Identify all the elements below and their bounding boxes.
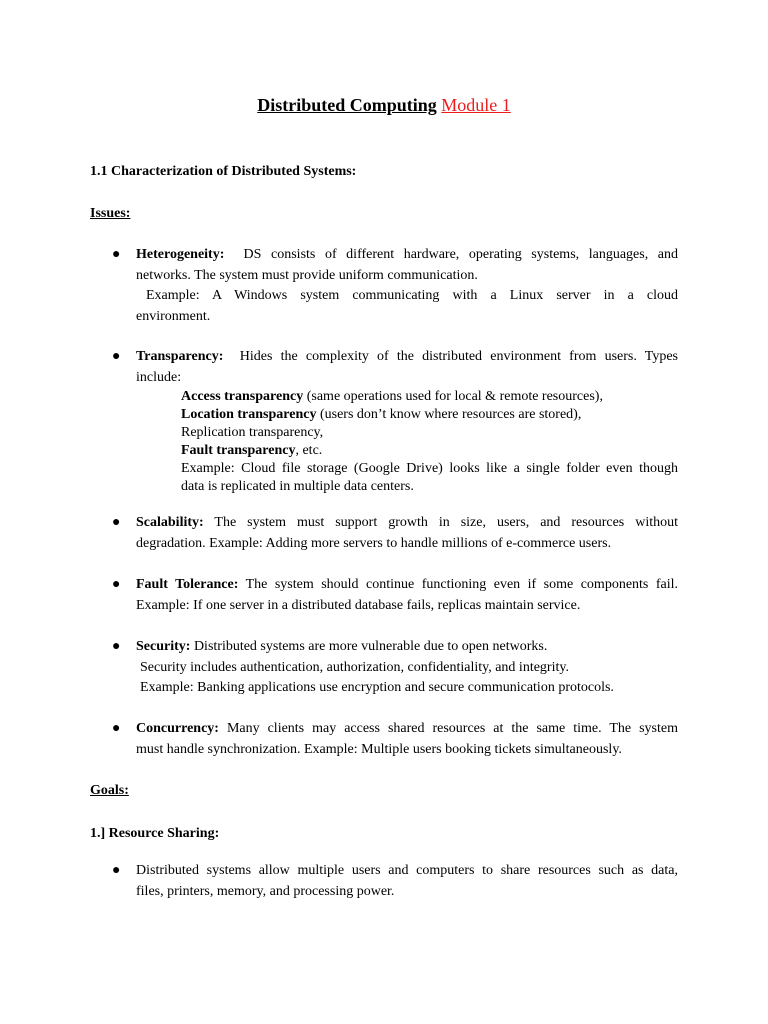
issue-security <box>136 637 678 699</box>
issue-text: Hides the complexity of the distributed environment from users. Types <box>239 349 679 364</box>
goal-resource-sharing <box>136 861 678 902</box>
type-desc: (same operations used for local & remote resources), <box>303 389 603 404</box>
issue-concurrency <box>136 719 678 760</box>
bullet-icon: ● <box>112 639 121 654</box>
issue-term: Heterogeneity: <box>136 247 225 262</box>
section-heading: 1.1 Characterization of Distributed Systems: <box>90 164 357 179</box>
issue-text: Example: If one server in a distributed database fails, replicas maintain service. <box>136 597 581 613</box>
type-desc: , etc. <box>295 443 323 458</box>
bullet-icon: ● <box>112 349 121 364</box>
type-name: Fault transparency <box>181 443 296 458</box>
type-desc: Replication transparency, <box>181 425 324 440</box>
issue-text: Distributed systems are more vulnerable due to open networks. <box>193 639 548 654</box>
issue-text: The system must support growth in size, users, and resources without <box>214 515 679 530</box>
issue-example: Example: Cloud file storage (Google Drive) looks like a single folder even though <box>181 461 678 476</box>
transparency-types <box>136 388 678 496</box>
issue-example: data is replicated in multiple data centers. <box>181 479 414 494</box>
page-title <box>0 94 768 116</box>
goals-heading: Goals: <box>90 783 129 798</box>
type-name: Access transparency <box>181 389 304 404</box>
type-name: Location transparency <box>181 407 317 422</box>
goal1-heading: 1.] Resource Sharing: <box>90 826 220 841</box>
issue-example: environment. <box>136 308 211 324</box>
bullet-icon: ● <box>112 721 121 736</box>
issue-text: Security includes authentication, authorization, confidentiality, and integrity. <box>140 659 569 675</box>
issue-text: include: <box>136 369 182 385</box>
issue-transparency <box>136 347 678 496</box>
issue-term: Fault Tolerance: <box>136 577 239 592</box>
issue-example: Example: Banking applications use encryption and secure communication protocols. <box>140 680 614 695</box>
title-module: Module 1 <box>441 95 511 115</box>
issue-text: must handle synchronization. Example: Multiple users booking tickets simultaneously. <box>136 741 622 757</box>
bullet-icon: ● <box>112 577 121 592</box>
bullet-icon: ● <box>112 863 121 878</box>
title-main: Distributed Computing <box>257 95 437 115</box>
issue-example: Example: A Windows system communicating with a Linux server in a cloud <box>146 288 678 303</box>
issue-text: The system should continue functioning even if some components fail. <box>245 577 679 592</box>
type-desc: (users don’t know where resources are stored), <box>316 407 582 422</box>
bullet-icon: ● <box>112 247 121 262</box>
issue-text: DS consists of different hardware, operating systems, languages, and <box>243 247 678 262</box>
issue-term: Transparency: <box>136 349 224 364</box>
issue-scalability <box>136 513 678 554</box>
issue-text: degradation. Example: Adding more servers to handle millions of e-commerce users. <box>136 535 612 551</box>
issue-text: networks. The system must provide uniform communication. <box>136 267 478 283</box>
issue-text: Many clients may access shared resources at the same time. The system <box>226 721 678 736</box>
issues-heading: Issues: <box>90 206 131 221</box>
issue-heterogeneity <box>136 245 678 327</box>
goal-text: files, printers, memory, and processing power. <box>136 883 395 899</box>
goal-text: Distributed systems allow multiple users and computers to share resources such as data, <box>136 863 678 878</box>
issue-term: Concurrency: <box>136 721 219 736</box>
issue-term: Scalability: <box>136 515 204 530</box>
bullet-icon: ● <box>112 515 121 530</box>
issue-term: Security: <box>136 639 191 654</box>
issue-fault-tolerance <box>136 575 678 616</box>
